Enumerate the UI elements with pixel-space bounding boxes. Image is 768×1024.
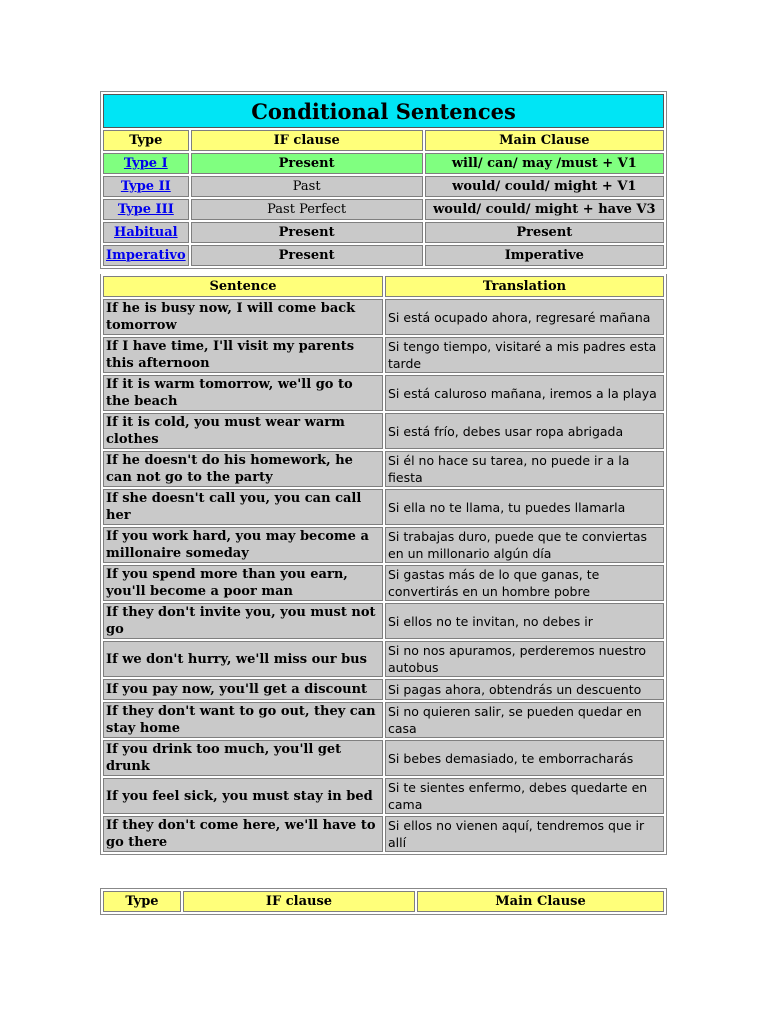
sentence-en: If she doesn't call you, you can call her bbox=[103, 489, 383, 525]
sentence-en: If he is busy now, I will come back tomorrow bbox=[103, 299, 383, 335]
sentence-en: If you pay now, you'll get a discount bbox=[103, 679, 383, 700]
type-row bbox=[103, 245, 664, 266]
sentence-en: If I have time, I'll visit my parents this afternoon bbox=[103, 337, 383, 373]
sentence-en: If you feel sick, you must stay in bed bbox=[103, 778, 383, 814]
sentence-es: Si pagas ahora, obtendrás un descuento bbox=[385, 679, 664, 700]
type-if-clause: Present bbox=[191, 245, 423, 266]
sentence-en: If you work hard, you may become a millonaire someday bbox=[103, 527, 383, 563]
sentence-en: If it is warm tomorrow, we'll go to the beach bbox=[103, 375, 383, 411]
types-table bbox=[100, 91, 667, 269]
type-link-habitual[interactable]: Habitual bbox=[114, 225, 178, 240]
type-row bbox=[103, 153, 664, 174]
sentence-es: Si ellos no vienen aquí, tendremos que ir allí bbox=[385, 816, 664, 852]
type-row bbox=[103, 222, 664, 243]
header-main-clause: Main Clause bbox=[425, 130, 664, 151]
header-type: Type bbox=[103, 130, 189, 151]
sentence-es: Si está ocupado ahora, regresaré mañana bbox=[385, 299, 664, 335]
sentence-es: Si te sientes enfermo, debes quedarte en cama bbox=[385, 778, 664, 814]
type-main-clause: Present bbox=[425, 222, 664, 243]
sentence-en: If we don't hurry, we'll miss our bus bbox=[103, 641, 383, 677]
type-link-type-iii[interactable]: Type III bbox=[117, 202, 174, 217]
sentence-es: Si no quieren salir, se pueden quedar en casa bbox=[385, 702, 664, 738]
type-row bbox=[103, 176, 664, 197]
sentence-es: Si ellos no te invitan, no debes ir bbox=[385, 603, 664, 639]
header-main-clause: Main Clause bbox=[417, 891, 664, 912]
sentence-es: Si gastas más de lo que ganas, te convertirás en un hombre pobre bbox=[385, 565, 664, 601]
header-translation: Translation bbox=[385, 276, 664, 297]
sentence-es: Si ella no te llama, tu puedes llamarla bbox=[385, 489, 664, 525]
sentence-es: Si está frío, debes usar ropa abrigada bbox=[385, 413, 664, 449]
header-type: Type bbox=[103, 891, 181, 912]
second-types-table-block bbox=[100, 888, 667, 915]
type-main-clause: will/ can/ may /must + V1 bbox=[425, 153, 664, 174]
type-main-clause: would/ could/ might + have V3 bbox=[425, 199, 664, 220]
sentence-es: Si no nos apuramos, perderemos nuestro autobus bbox=[385, 641, 664, 677]
header-sentence: Sentence bbox=[103, 276, 383, 297]
sentence-en: If they don't want to go out, they can stay home bbox=[103, 702, 383, 738]
sentence-en: If he doesn't do his homework, he can not go to the party bbox=[103, 451, 383, 487]
sentence-es: Si él no hace su tarea, no puede ir a la fiesta bbox=[385, 451, 664, 487]
type-main-clause: would/ could/ might + V1 bbox=[425, 176, 664, 197]
sentence-es: Si bebes demasiado, te emborracharás bbox=[385, 740, 664, 776]
sentence-es: Si tengo tiempo, visitaré a mis padres esta tarde bbox=[385, 337, 664, 373]
type-if-clause: Past Perfect bbox=[191, 199, 423, 220]
type-link-type-i[interactable]: Type I bbox=[123, 156, 168, 171]
sentence-en: If they don't come here, we'll have to go there bbox=[103, 816, 383, 852]
type-if-clause: Present bbox=[191, 153, 423, 174]
type-link-imperativo[interactable]: Imperativo bbox=[106, 248, 186, 263]
type-if-clause: Present bbox=[191, 222, 423, 243]
sentence-es: Si está caluroso mañana, iremos a la playa bbox=[385, 375, 664, 411]
sentences-table-block bbox=[100, 274, 667, 855]
sentence-es: Si trabajas duro, puede que te conviertas en un millonario algún día bbox=[385, 527, 664, 563]
type-main-clause: Imperative bbox=[425, 245, 664, 266]
header-if-clause: IF clause bbox=[183, 891, 415, 912]
second-types-table bbox=[100, 888, 667, 915]
header-if-clause: IF clause bbox=[191, 130, 423, 151]
sentence-en: If it is cold, you must wear warm clothes bbox=[103, 413, 383, 449]
type-if-clause: Past bbox=[191, 176, 423, 197]
type-link-type-ii[interactable]: Type II bbox=[120, 179, 171, 194]
type-row bbox=[103, 199, 664, 220]
sentence-en: If you drink too much, you'll get drunk bbox=[103, 740, 383, 776]
sentence-en: If they don't invite you, you must not go bbox=[103, 603, 383, 639]
page-title: Conditional Sentences bbox=[103, 94, 664, 128]
sentence-en: If you spend more than you earn, you'll become a poor man bbox=[103, 565, 383, 601]
types-table-block bbox=[100, 91, 667, 269]
sentences-table bbox=[100, 274, 667, 855]
